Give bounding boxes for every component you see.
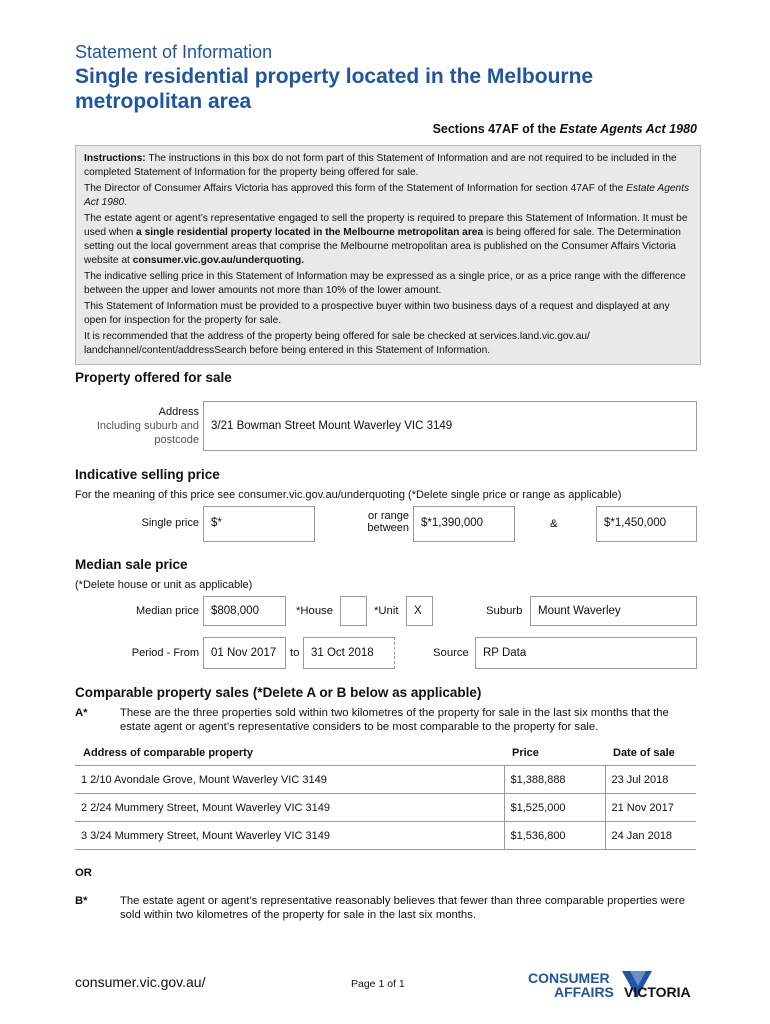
logo-text-victoria: VICTORIA — [624, 984, 691, 1000]
unit-label: *Unit — [374, 605, 399, 617]
comparable-price[interactable]: $1,536,800 — [504, 822, 605, 850]
address-field[interactable]: 3/21 Bowman Street Mount Waverley VIC 3149 — [203, 401, 697, 451]
comparable-price[interactable]: $1,388,888 — [504, 766, 605, 794]
source-label: Source — [433, 647, 469, 659]
instructions-text: The Director of Consumer Affairs Victoria has approved this form of the Statement of Information for section 47AF of the — [84, 183, 627, 194]
median-heading: Median sale price — [75, 557, 188, 572]
single-price-field[interactable]: $* — [203, 506, 315, 542]
unit-checkbox[interactable]: X — [406, 596, 433, 626]
logo-text-consumer: CONSUMER — [528, 970, 610, 986]
comparable-address[interactable]: 3 3/24 Mummery Street, Mount Waverley VIC 3149 — [75, 822, 504, 850]
indicative-note: For the meaning of this price see consumer.vic.gov.au/underquoting (*Delete single price or range as applicable) — [75, 489, 622, 501]
range-high-field[interactable]: $*1,450,000 — [596, 506, 697, 542]
median-price-label: Median price — [136, 605, 199, 617]
instructions-text: . — [124, 197, 128, 208]
column-address: Address of comparable property — [75, 740, 504, 766]
instructions-box — [75, 145, 701, 365]
page-title: Single residential property located in the Melbourne metropolitan area — [75, 65, 594, 113]
period-from-field[interactable]: 01 Nov 2017 — [203, 637, 286, 669]
address-label-line2: Including suburb and — [96, 420, 199, 432]
address-label-line1: Address — [158, 406, 199, 418]
comparable-address[interactable]: 2 2/24 Mummery Street, Mount Waverley VIC 3149 — [75, 794, 504, 822]
act-name: Estate Agents Act 1980 — [84, 183, 690, 208]
form-subtitle: Statement of Information — [75, 42, 273, 62]
median-price-field[interactable]: $808,000 — [203, 596, 286, 626]
source-field[interactable]: RP Data — [475, 637, 697, 669]
comparable-address[interactable]: 1 2/10 Avondale Grove, Mount Waverley VIC 3149 — [75, 766, 504, 794]
footer-url[interactable]: consumer.vic.gov.au/ — [75, 974, 206, 990]
comparable-price[interactable]: $1,525,000 — [504, 794, 605, 822]
comparable-date[interactable]: 24 Jan 2018 — [605, 822, 696, 850]
page-number: Page 1 of 1 — [351, 978, 405, 990]
range-ampersand: & — [550, 518, 558, 530]
instructions-text: The instructions in this box do not form part of this Statement of Information and are not required to be included in the completed Statement of Information for the property being offered for sale. — [84, 153, 677, 178]
logo-graphic — [528, 968, 703, 1016]
option-b-label: B* — [75, 895, 88, 907]
or-label: OR — [75, 867, 92, 879]
period-to-field[interactable]: 31 Oct 2018 — [303, 637, 395, 669]
median-note: (*Delete house or unit as applicable) — [75, 579, 253, 591]
range-low-field[interactable]: $*1,390,000 — [413, 506, 515, 542]
single-price-label: Single price — [141, 517, 199, 529]
option-a-label: A* — [75, 707, 88, 719]
table-row — [75, 794, 696, 822]
column-date: Date of sale — [605, 740, 696, 766]
indicative-heading: Indicative selling price — [75, 467, 220, 482]
instructions-text: is being offered for sale. The Determination setting out the local government areas that comprise the Melbourne metropolitan area is published on the Consumer Affairs Victoria website at — [84, 227, 681, 266]
logo-text-affairs: AFFAIRS — [554, 984, 614, 1000]
comparable-heading: Comparable property sales (*Delete A or B below as applicable) — [75, 685, 482, 700]
property-heading: Property offered for sale — [75, 370, 232, 385]
comparable-table — [75, 740, 696, 850]
instructions-p4: The indicative selling price in this Statement of Information may be expressed as a single price, or as a price range with the difference between the upper and lower amounts not more than 10% of the lower amount. — [84, 271, 686, 296]
table-header-row — [75, 740, 696, 766]
comparable-date[interactable]: 23 Jul 2018 — [605, 766, 696, 794]
suburb-label: Suburb — [486, 605, 523, 617]
sections-prefix: Sections 47AF of the — [432, 122, 560, 136]
instructions-bold: a single residential property located in the Melbourne metropolitan area — [136, 227, 484, 238]
instructions-text: The estate agent or agent’s representative engaged to sell the property is required to prepare this Statement of Information. It must be used when — [84, 213, 688, 238]
period-to-label: to — [290, 647, 300, 659]
range-label — [335, 510, 409, 534]
comparable-date[interactable]: 21 Nov 2017 — [605, 794, 696, 822]
suburb-field[interactable]: Mount Waverley — [530, 596, 697, 626]
instructions-p2 — [84, 182, 692, 210]
range-label-line1: or range — [368, 510, 409, 522]
house-label: *House — [296, 605, 334, 617]
instructions-p1 — [84, 152, 692, 180]
consumer-affairs-victoria-logo — [528, 968, 703, 1016]
option-a-text: These are the three properties sold within two kilometres of the property for sale in the last six months that the estate agent or agent’s representative considers to be most comparable to the property for sale. — [120, 707, 669, 733]
underquoting-link[interactable]: consumer.vic.gov.au/underquoting. — [132, 255, 305, 266]
act-name: Estate Agents Act 1980 — [559, 122, 697, 136]
address-label-line3: postcode — [154, 434, 199, 446]
table-row — [75, 766, 696, 794]
sections-reference — [433, 122, 697, 136]
instructions-p6: It is recommended that the address of the property being offered for sale be checked at services.land.vic.gov.au/ landchannel/content/addressSearch before being entered in this Statement of Information. — [84, 331, 590, 356]
column-price: Price — [504, 740, 605, 766]
instructions-p5: This Statement of Information must be provided to a prospective buyer within two business days of a request and displayed at any open for inspection for the property for sale. — [84, 301, 670, 326]
table-row — [75, 822, 696, 850]
house-checkbox[interactable] — [340, 596, 367, 626]
period-label: Period - From — [131, 647, 199, 659]
address-label — [75, 405, 199, 447]
instructions-p3 — [84, 212, 692, 268]
option-b-text: The estate agent or agent’s representative reasonably believes that fewer than three comparable properties were sold within two kilometres of the property for sale in the last six months. — [120, 895, 685, 921]
instructions-label: Instructions: — [84, 153, 146, 164]
range-label-line2: between — [367, 522, 409, 534]
